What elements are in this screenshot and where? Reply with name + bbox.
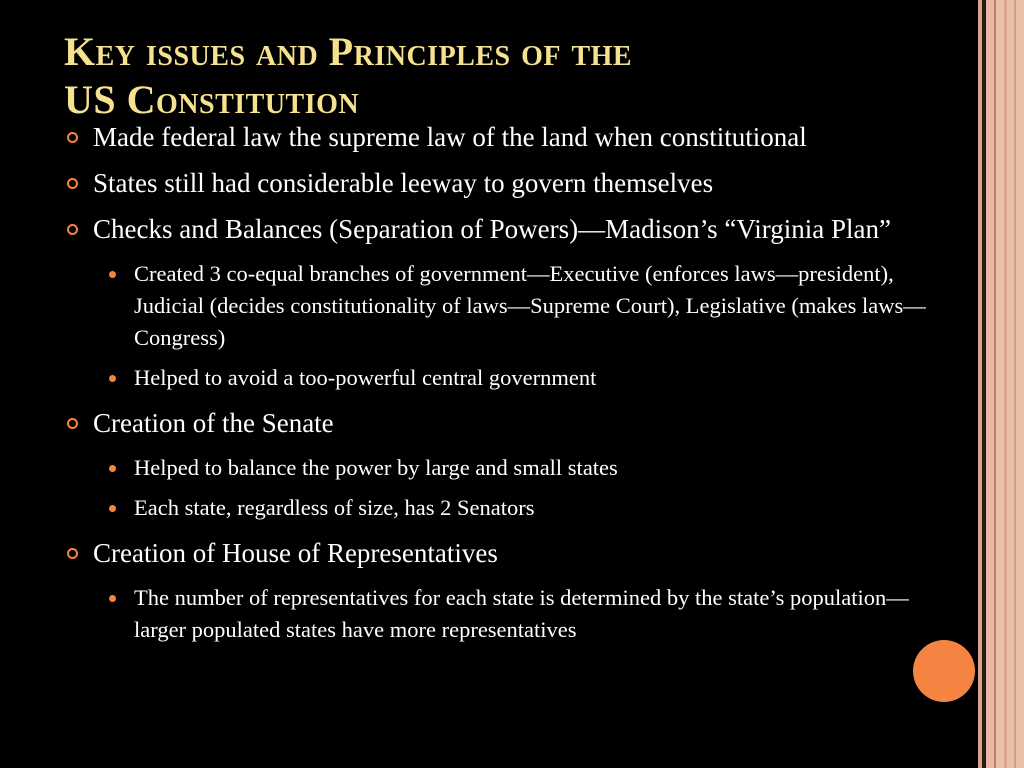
ring-bullet-icon (67, 132, 78, 143)
sub-bullet-item (93, 582, 944, 646)
dot-bullet-icon (109, 595, 116, 602)
side-stripe (1004, 0, 1007, 768)
title-line-1: Key issues and Principles of the (64, 29, 633, 74)
dot-bullet-icon (109, 375, 116, 382)
ring-bullet-icon (67, 418, 78, 429)
sub-bullet-list (93, 258, 944, 394)
bullet-item (64, 536, 944, 646)
dot-bullet-icon (109, 271, 116, 278)
sub-bullet-list (93, 582, 944, 646)
bullet-item (64, 120, 944, 154)
sub-bullet-item (93, 258, 944, 354)
sub-bullet-item (93, 452, 944, 484)
bullet-text: Made federal law the supreme law of the land when constitutional (93, 122, 807, 152)
side-stripe (1014, 0, 1016, 768)
sub-bullet-list (93, 452, 944, 524)
bullet-item (64, 166, 944, 200)
ring-bullet-icon (67, 224, 78, 235)
sub-bullet-text: Created 3 co-equal branches of government—Executive (enforces laws—president), Judicial (decides constitutionality of laws—Supreme Court), Legislative (makes laws—Congress) (134, 261, 926, 350)
sub-bullet-item (93, 492, 944, 524)
sub-bullet-text: Each state, regardless of size, has 2 Senators (134, 495, 535, 520)
bullet-item (64, 212, 944, 394)
side-stripe (986, 0, 994, 768)
ring-bullet-icon (67, 548, 78, 559)
bullet-text: Creation of the Senate (93, 408, 334, 438)
slide-content (64, 120, 944, 658)
dot-bullet-icon (109, 505, 116, 512)
title-line-2: US Constitution (64, 77, 360, 122)
bullet-text: Creation of House of Representatives (93, 538, 498, 568)
bullet-list (64, 120, 944, 646)
slide-title (64, 28, 944, 124)
sub-bullet-text: The number of representatives for each state is determined by the state’s population—larger populated states have more representatives (134, 585, 909, 642)
side-stripe (996, 0, 1024, 768)
dot-bullet-icon (109, 465, 116, 472)
bullet-text: States still had considerable leeway to govern themselves (93, 168, 714, 198)
ring-bullet-icon (67, 178, 78, 189)
sub-bullet-text: Helped to avoid a too-powerful central government (134, 365, 597, 390)
bullet-text: Checks and Balances (Separation of Powers)—Madison’s “Virginia Plan” (93, 214, 891, 244)
bullet-item (64, 406, 944, 524)
sub-bullet-item (93, 362, 944, 394)
sub-bullet-text: Helped to balance the power by large and small states (134, 455, 618, 480)
